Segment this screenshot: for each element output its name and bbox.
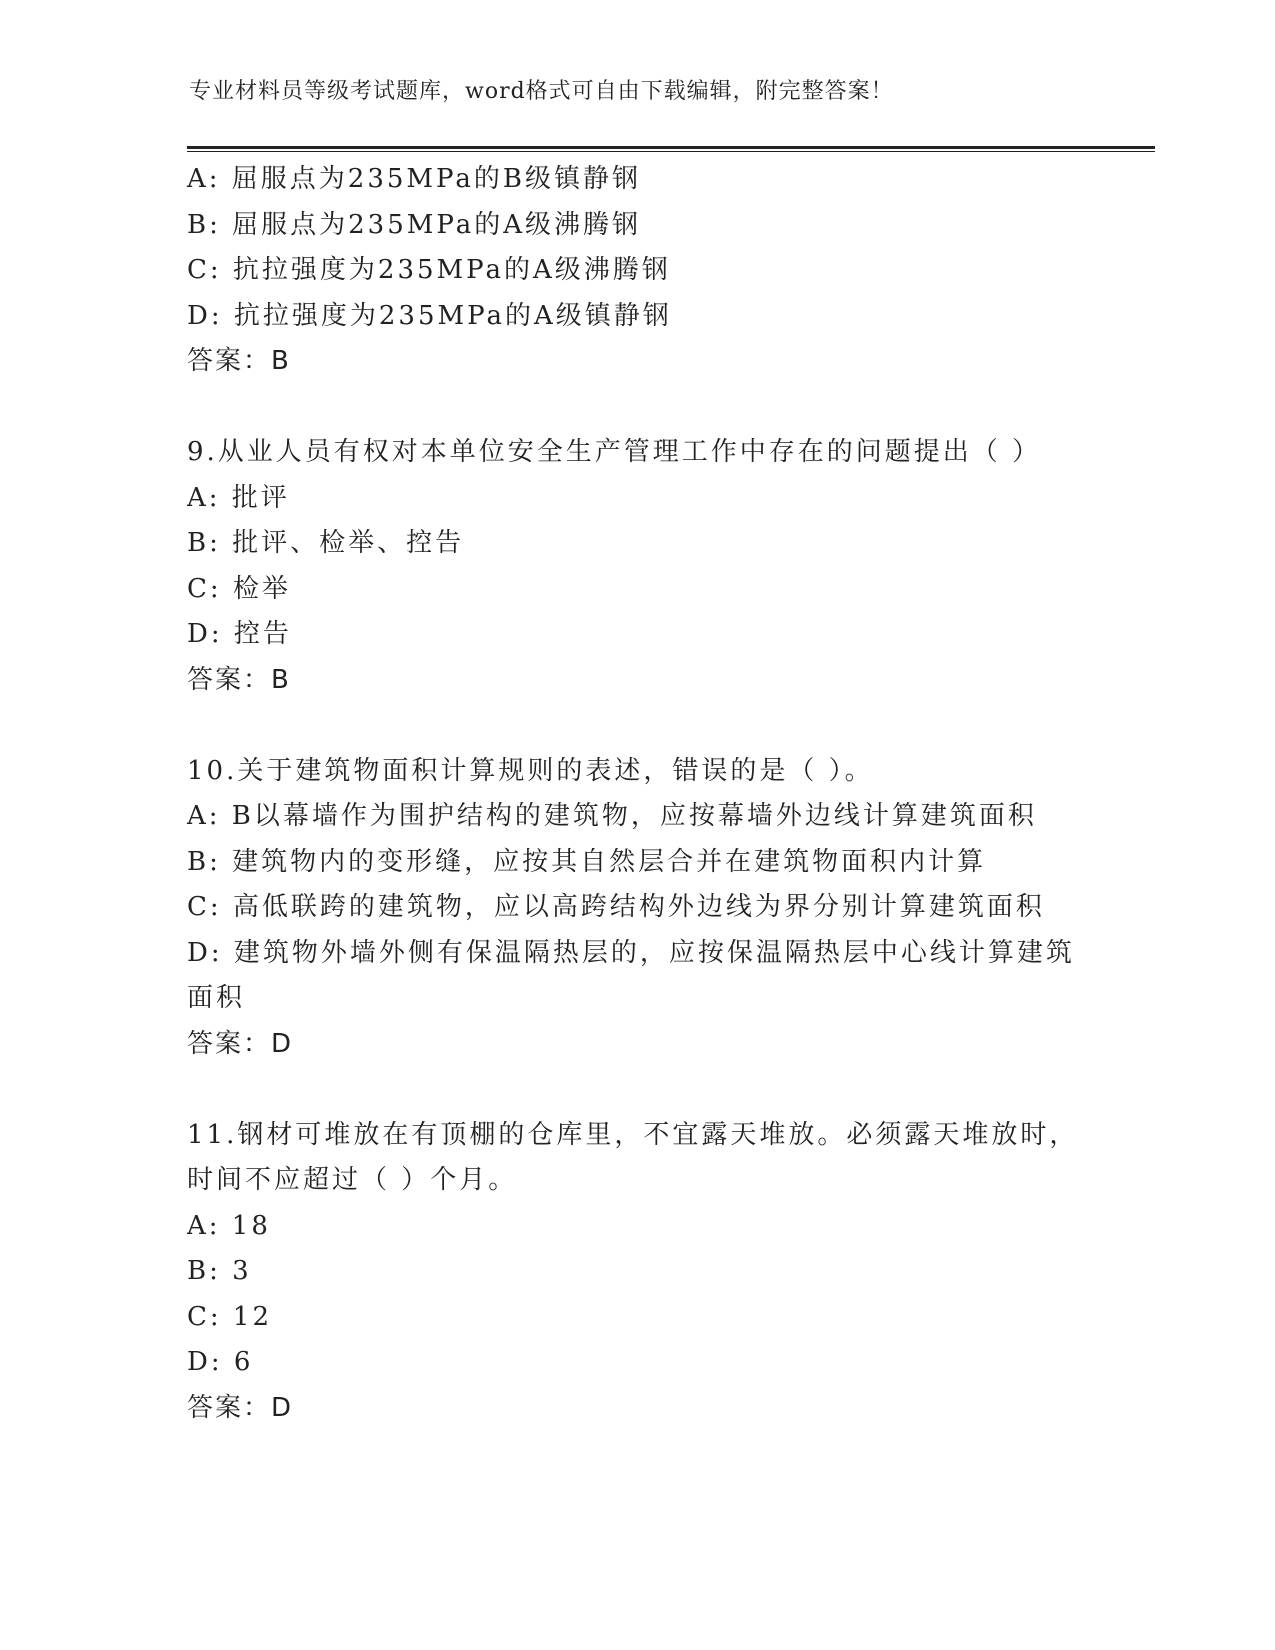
- option-d: D: 6: [187, 1347, 254, 1377]
- option-a: A: 18: [187, 1210, 271, 1241]
- option-a: A: 屈服点为235MPa的B级镇静钢: [187, 164, 641, 194]
- option-a: A: 批评: [187, 482, 290, 513]
- answer: 答案：B: [187, 346, 291, 376]
- question-9: [187, 430, 1107, 703]
- answer: 答案：D: [187, 1028, 294, 1059]
- question-10: [187, 749, 1107, 1068]
- option-c: C: 12: [187, 1301, 273, 1332]
- option-d: D: 建筑物外墙外侧有保温隔热层的，应按保温隔热层中心线计算建筑: [187, 937, 1075, 968]
- header-rule-thick: [187, 146, 1155, 149]
- spacer: [187, 703, 1107, 749]
- option-d-continued: 面积: [187, 983, 246, 1013]
- question-text: 10.关于建筑物面积计算规则的表述，错误的是（ ）。: [187, 755, 874, 786]
- question-list: [187, 157, 1107, 1431]
- question-8: [187, 157, 1107, 385]
- option-b: B: 建筑物内的变形缝，应按其自然层合并在建筑物面积内计算: [187, 846, 987, 877]
- option-b: B: 3: [187, 1256, 252, 1286]
- spacer: [187, 1067, 1107, 1113]
- option-c: C: 抗拉强度为235MPa的A级沸腾钢: [187, 255, 671, 285]
- option-b: B: 批评、检举、控告: [187, 528, 465, 558]
- option-c: C: 检举: [187, 573, 291, 604]
- option-a: A: B以幕墙作为围护结构的建筑物，应按幕墙外边线计算建筑面积: [187, 801, 1037, 831]
- spacer: [187, 385, 1107, 431]
- question-text-line-1: 11.钢材可堆放在有顶棚的仓库里，不宜露天堆放。必须露天堆放时，: [187, 1119, 1079, 1150]
- question-11: [187, 1113, 1107, 1432]
- question-text: 9.从业人员有权对本单位安全生产管理工作中存在的问题提出（ ）: [187, 437, 1042, 467]
- option-d: D: 控告: [187, 619, 292, 649]
- option-d: D: 抗拉强度为235MPa的A级镇静钢: [187, 300, 672, 331]
- page-header: 专业材料员等级考试题库，word格式可自由下载编辑，附完整答案！: [189, 79, 894, 104]
- answer: 答案：B: [187, 664, 291, 695]
- question-text-line-2: 时间不应超过（ ）个月。: [187, 1165, 518, 1195]
- answer: 答案：D: [187, 1392, 294, 1423]
- option-c: C: 高低联跨的建筑物，应以高跨结构外边线为界分别计算建筑面积: [187, 892, 1045, 922]
- header-rule-thin: [187, 151, 1155, 152]
- option-b: B: 屈服点为235MPa的A级沸腾钢: [187, 209, 641, 240]
